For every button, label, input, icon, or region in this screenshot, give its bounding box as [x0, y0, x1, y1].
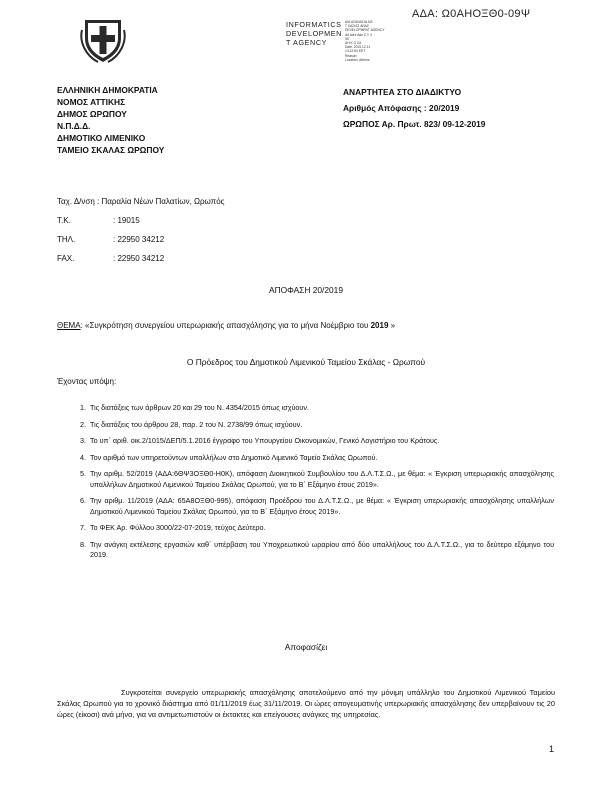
item-text: Τις διατάξεις των άρθρων 20 και 29 του Ν. 4354/2015 όπως ισχύουν. [90, 403, 309, 412]
issuer-line: ΔΗΜΟΤΙΚΟ ΛΙΜΕΝΙΚΟ [57, 133, 146, 143]
postal-address: Ταχ. Δ/νση : Παραλία Νέων Παλατίων, Ωρωπός [57, 197, 225, 206]
list-item [80, 436, 554, 447]
posted-online-note: ΑΝΑΡΤΗΤΕΑ ΣΤΟ ΔΙΑΔΙΚΤΥΟ [343, 87, 462, 97]
item-number: 3. [80, 436, 86, 445]
agency-line: INFORMATICS [286, 20, 342, 29]
item-text: Το υπ΄ αριθ. οικ.2/1015/ΔΕΠ/5.1.2016 έγγραφο του Υπουργείου Οικονομικών, Γενικό Λογιστήριο του Κράτους. [90, 436, 440, 445]
list-item [80, 420, 554, 431]
item-number: 6. [80, 496, 86, 505]
subject-year: 2019 [370, 321, 389, 330]
decision-number: Αριθμός Απόφασης : 20/2019 [343, 103, 460, 113]
greek-emblem-icon [80, 16, 126, 64]
list-item [80, 523, 554, 534]
phone-value: : 22950 34212 [113, 235, 165, 244]
digital-signature-block [345, 20, 409, 62]
list-item [80, 453, 554, 464]
issuer-line: ΕΛΛΗΝΙΚΗ ΔΗΜΟΚΡΑΤΙΑ [57, 85, 158, 95]
considerations-list [80, 403, 554, 561]
agency-line: T AGENCY [286, 38, 328, 47]
item-number: 2. [80, 419, 86, 429]
agency-name [286, 20, 342, 47]
subject-text: : «Συγκρότηση συνεργείου υπερωριακής απασχόλησης για το μήνα Νοέμβριο του [80, 321, 369, 330]
page-number: 1 [549, 744, 555, 754]
signature-line: Date: 2019.12.11 [345, 45, 371, 50]
item-number: 4. [80, 452, 86, 462]
protocol-number: ΩΡΩΠΟΣ Αρ. Πρωτ. 823/ 09-12-2019 [343, 119, 486, 129]
signature-line: 14:12:54 EET [345, 49, 366, 54]
signature-line: Location: Athens [345, 57, 370, 62]
subject-line [57, 321, 395, 330]
signature-line: Τ ΧΑΣΙΑΣ ΑΝΑΣ [345, 24, 370, 29]
decision-title: ΑΠΟΦΑΣΗ 20/2019 [268, 285, 343, 295]
decides-heading: Αποφασίζει [284, 642, 328, 652]
list-item [80, 469, 554, 490]
item-text: Την αριθμ. 52/2019 (ΑΔΑ:6ΘΨ3ΟΞΘ0-Η0Κ), απόφαση Διοικητικού Συμβουλίου του Δ.Λ.Τ.Σ.Ω., με θέμα: « Έγκριση υπερωριακής απασχόλησης υπαλλήλων Δημοτικού Λιμενικού Ταμείου Σκάλας Ωρωπού, για το Β΄ Εξάμηνο έτους 2019». [90, 469, 554, 489]
postcode-value: : 19015 [113, 216, 140, 225]
subject-end: » [390, 321, 396, 330]
phone-label: ΤΗΛ. [57, 235, 76, 244]
fax-label: FAX. [57, 254, 75, 263]
issuer-line: Ν.Π.Δ.Δ. [57, 121, 91, 131]
item-text: Τον αριθμό των υπηρετούντων υπαλλήλων στο Δημοτικό Λιμενικό Ταμείο Σκάλας Ωρωπού. [90, 452, 378, 462]
issuer-line: ΝΟΜΟΣ ΑΤΤΙΚΗΣ [57, 97, 126, 107]
item-text: Το ΦΕΚ Αρ. Φύλλου 3000/22-07-2019, τεύχος Δεύτερο. [90, 523, 266, 532]
item-number: 8. [80, 539, 86, 549]
decision-body-paragraph: Συγκροτείται συνεργείο υπερωριακής απασχόλησης αποτελούμενο από την μόνιμη υπάλληλο του Δημοτικού Λιμενικού Ταμείου Σκάλας Ωρωπού για το χρονικό διάστημα από 01/11/2019 έως 31/11/2019. Οι ώρες απογευματινής υπερωριακής απασχόλησης δεν υπερβαίνουν τις 20 ώρες (είκοσι) ανά μήνα, για να αντιμετωπιστούν οι έκτακτες και επείγουσες ανάγκες της υπηρεσίας. [57, 688, 555, 719]
signature-line: ΑΙΑ ΑΣΑΝΑΣΙΑ ΑΙΣ [345, 20, 373, 24]
signature-line: Reason: [345, 53, 358, 58]
item-text: Την αριθμ. 11/2019 (ΑΔΑ: 65Α8ΟΞΘ0-995), απόφαση Προέδρου του Δ.Λ.Τ.Σ.Ω., με θέμα: « Έγκριση υπερωριακής απασχόλησης υπαλλήλων Δημοτικού Λιμενικού Ταμείου Σκάλας Ωρωπού, για το Β΄ Εξάμηνο έτους 2019». [90, 496, 554, 516]
list-item [80, 540, 554, 561]
contact-block [57, 192, 225, 268]
postcode-label: Τ.Κ. [57, 216, 71, 225]
list-item [80, 403, 554, 414]
item-number: 5. [80, 469, 86, 478]
president-line: Ο Πρόεδρος του Δημοτικού Λιμενικού Ταμείου Σκάλας - Ωρωπού [186, 357, 426, 367]
item-text: Τις διατάξεις του άρθρου 28, παρ. 2 του Ν. 2738/99 όπως ισχύουν. [90, 419, 303, 429]
signature-line: AH Κ Ο ΣΑ [345, 41, 362, 46]
subject-label: ΘΕΜΑ [57, 321, 81, 330]
decision-meta-block [343, 84, 485, 132]
item-number: 7. [80, 523, 86, 532]
signature-line: DEVELOPMENT AGENCY [345, 28, 385, 33]
fax-value: : 22950 34212 [113, 254, 165, 263]
ada-code: ΑΔΑ: Ω0ΑΗΟΞΘ0-09Ψ [412, 8, 531, 20]
item-text: Την ανάγκη εκτέλεσης εργασιών καθ΄ υπέρβαση του Υποχρεωτικού ωραρίου από δύο υπαλλήλους του Δ.Λ.Τ.Σ.Ω., για το δεύτερο εξάμηνο του 2019. [90, 539, 554, 559]
considering-heading: Έχοντας υπόψη: [57, 377, 117, 386]
issuer-line: ΤΑΜΕΙΟ ΣΚΑΛΑΣ ΩΡΩΠΟΥ [57, 145, 165, 155]
agency-line: DEVELOPMEN [286, 29, 342, 38]
list-item [80, 496, 554, 517]
signature-line: SE [345, 36, 350, 41]
signature-line: Ad Avre Adn Σ Υ 4 [345, 32, 372, 37]
issuer-line: ΔΗΜΟΣ ΩΡΩΠΟΥ [57, 109, 127, 119]
issuer-block [57, 84, 164, 156]
item-number: 1. [80, 403, 86, 412]
